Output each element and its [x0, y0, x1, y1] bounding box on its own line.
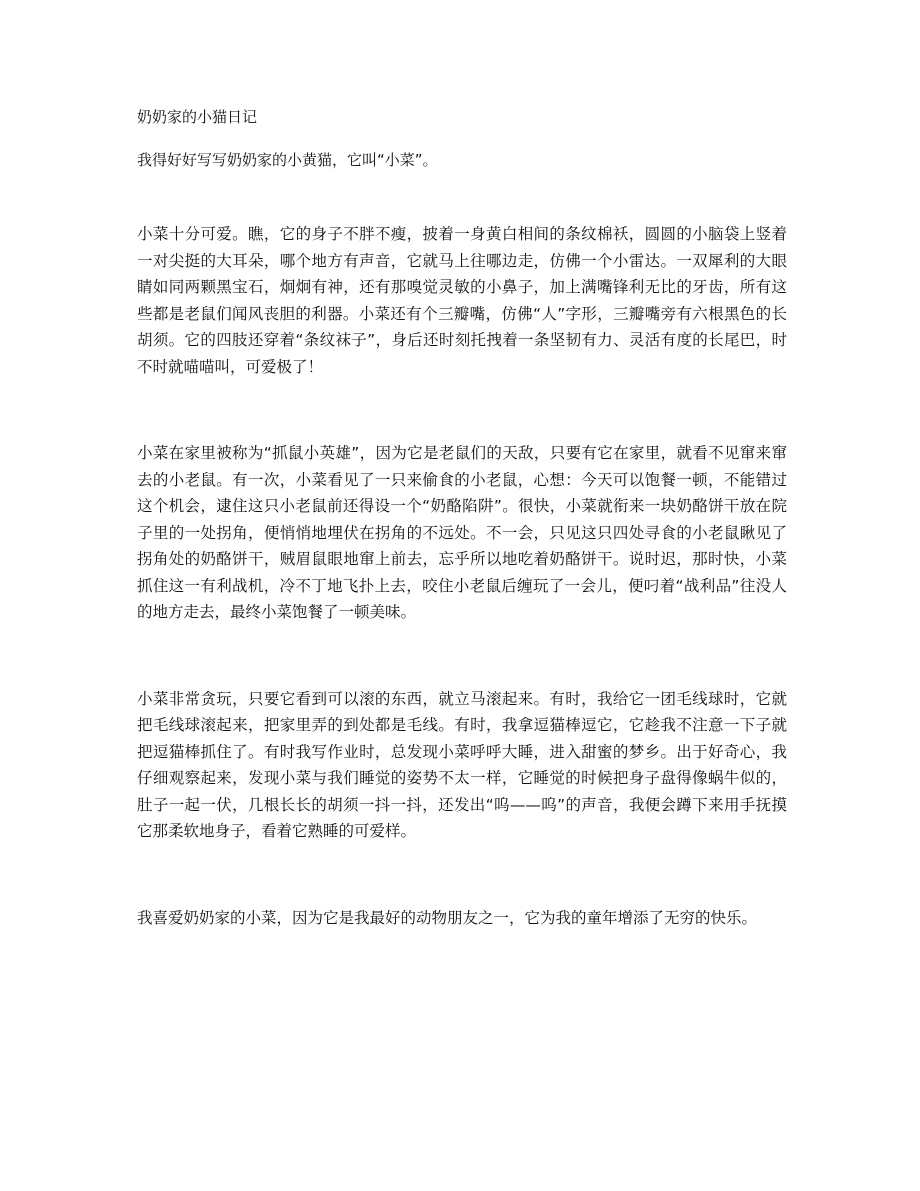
paragraph-playful: 小菜非常贪玩，只要它看到可以滚的东西，就立马滚起来。有时，我给它一团毛线球时，它就把毛线球滚起来，把家里弄的到处都是毛线。有时，我拿逗猫棒逗它，它趁我不注意一下子就把逗猫棒抓住了。有时我写作业时，总发现小菜呼呼大睡，进入甜蜜的梦乡。出于好奇心，我仔细观察起来，发现小菜与我们睡觉的姿势不太一样，它睡觉的时候把身子盘得像蜗牛似的，肚子一起一伏，几根长长的胡须一抖一抖，还发出“呜——呜”的声音，我便会蹲下来用手抚摸它那柔软地身子，看着它熟睡的可爱样。 — [137, 689, 787, 840]
paragraph-appearance: 小菜十分可爱。瞧，它的身子不胖不瘦，披着一身黄白相间的条纹棉袄，圆圆的小脑袋上竖着一对尖挺的大耳朵，哪个地方有声音，它就马上往哪边走，仿佛一个小雷达。一双犀利的大眼睛如同两颗黑宝石，炯炯有神，还有那嗅觉灵敏的小鼻子，加上满嘴锋利无比的牙齿，所有这些都是老鼠们闻风丧胆的利器。小菜还有个三瓣嘴，仿佛“人”字形，三瓣嘴旁有六根黑色的长胡须。它的四肢还穿着“条纹袜子”，身后还时刻托拽着一条坚韧有力、灵活有度的长尾巴，时不时就喵喵叫，可爱极了！ — [137, 225, 787, 376]
essay-title: 奶奶家的小猫日记 — [137, 108, 258, 126]
paragraph-conclusion: 我喜爱奶奶家的小菜，因为它是我最好的动物朋友之一，它为我的童年增添了无穷的快乐。 — [137, 908, 758, 927]
paragraph-mouse-hunt: 小菜在家里被称为“抓鼠小英雄”，因为它是老鼠们的天敌，只要有它在家里，就看不见窜来窜去的小老鼠。有一次，小菜看见了一只来偷食的小老鼠，心想：今天可以饱餐一顿，不能错过这个机会，逮住这只小老鼠前还得设一个“奶酪陷阱”。很快，小菜就衔来一块奶酪饼干放在院子里的一处拐角，便悄悄地埋伏在拐角的不远处。不一会，只见这只四处寻食的小老鼠瞅见了拐角处的奶酪饼干，贼眉鼠眼地窜上前去，忘乎所以地吃着奶酪饼干。说时迟，那时快，小菜抓住这一有利战机，冷不丁地飞扑上去，咬住小老鼠后缠玩了一会儿，便叼着“战利品”往没人的地方走去，最终小菜饱餐了一顿美味。 — [137, 444, 787, 621]
essay-body — [137, 104, 787, 991]
essay-intro: 我得好好写写奶奶家的小黄猫，它叫“小菜”。 — [137, 151, 438, 169]
